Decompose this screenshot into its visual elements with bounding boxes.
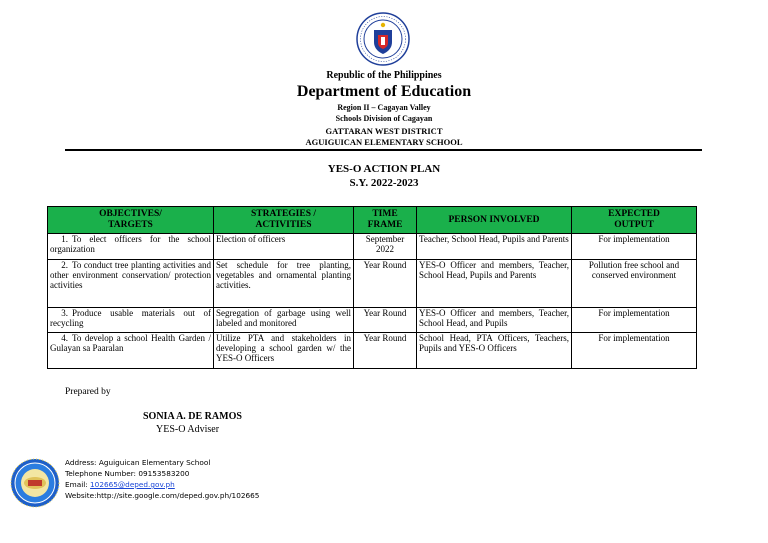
division-label: Schools Division of Cagayan (335, 114, 433, 123)
footer-contact (65, 457, 259, 501)
school-name: AGUIGUICAN ELEMENTARY SCHOOL (305, 137, 463, 147)
header-divider (65, 149, 702, 151)
output-cell: For implementation (572, 234, 697, 260)
department-title: Department of Education (296, 83, 472, 100)
deped-seal-icon (356, 12, 410, 66)
prepared-by-label: Prepared by (65, 387, 111, 397)
school-seal-icon (10, 458, 60, 508)
region-label: Region II – Cagayan Valley (337, 103, 431, 112)
action-plan-table (47, 206, 697, 369)
time-frame-cell: September 2022 (354, 234, 417, 260)
output-cell: For implementation (572, 308, 697, 333)
col-time-frame: TIME FRAME (354, 207, 417, 234)
table-row (48, 333, 697, 369)
republic-label: Republic of the Philippines (326, 70, 442, 81)
strategy-cell: Election of officers (214, 234, 354, 260)
output-cell: Pollution free school and conserved environment (572, 260, 697, 308)
col-strategies: STRATEGIES / ACTIVITIES (214, 207, 354, 234)
footer-address: Address: Aguiguican Elementary School (65, 458, 211, 467)
persons-cell: School Head, PTA Officers, Teachers, Pupils and YES-O Officers (417, 333, 572, 369)
col-person-involved: PERSON INVOLVED (417, 207, 572, 234)
footer-email-line (65, 479, 259, 490)
strategy-cell: Set schedule for tree planting, vegetables and ornamental planting activities. (214, 260, 354, 308)
col-objectives: OBJECTIVES/ TARGETS (48, 207, 214, 234)
strategy-cell: Segregation of garbage using well labeled and monitored (214, 308, 354, 333)
footer-website: Website:http://site.google.com/deped.gov.ph/102665 (65, 491, 260, 500)
table-row (48, 308, 697, 333)
persons-cell: Teacher, School Head, Pupils and Parents (417, 234, 572, 260)
time-frame-cell: Year Round (354, 308, 417, 333)
email-link[interactable]: 102665@deped.gov.ph (90, 480, 175, 489)
time-frame-cell: Year Round (354, 260, 417, 308)
objective-cell: 3. Produce usable materials out of recycling (48, 308, 214, 333)
time-frame-cell: Year Round (354, 333, 417, 369)
strategy-cell: Utilize PTA and stakeholders in developing a school garden w/ the YES-O Officers (214, 333, 354, 369)
footer-email-label: Email: (65, 480, 91, 489)
signatory-position: YES-O Adviser (156, 424, 220, 435)
table-row (48, 260, 697, 308)
col-expected-output: EXPECTED OUTPUT (572, 207, 697, 234)
footer-telephone: Telephone Number: 09153583200 (65, 469, 190, 478)
signatory-name: SONIA A. DE RAMOS (143, 411, 242, 422)
table-row (48, 234, 697, 260)
table-header-row (48, 207, 697, 234)
plan-title: YES-O ACTION PLAN (327, 163, 441, 175)
school-year: S.Y. 2022-2023 (349, 177, 419, 189)
persons-cell: YES-O Officer and members, Teacher, School Head, and Pupils (417, 308, 572, 333)
objective-cell: 2. To conduct tree planting activities and other environment conservation/ protection activities (48, 260, 214, 308)
output-cell: For implementation (572, 333, 697, 369)
district-label: GATTARAN WEST DISTRICT (325, 126, 443, 136)
objective-cell: 1. To elect officers for the school organization (48, 234, 214, 260)
persons-cell: YES-O Officer and members, Teacher, School Head, Pupils and Parents (417, 260, 572, 308)
objective-cell: 4. To develop a school Health Garden / Gulayan sa Paaralan (48, 333, 214, 369)
